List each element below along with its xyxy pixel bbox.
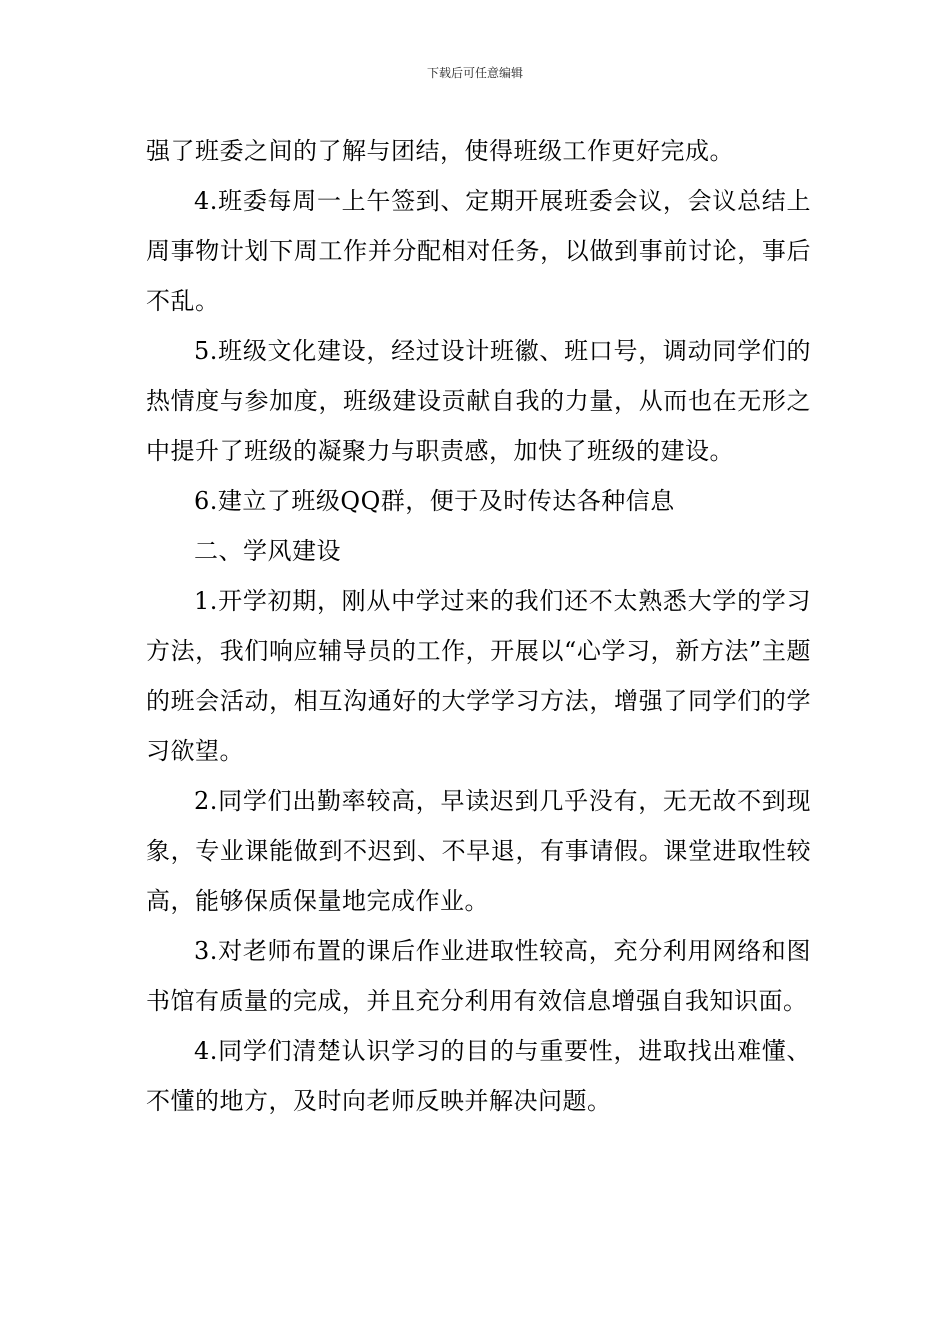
document-body xyxy=(146,126,811,1126)
paragraph-3: 5.班级文化建设，经过设计班徽、班口号，调动同学们的热情度与参加度，班级建设贡献自我的力量，从而也在无形之中提升了班级的凝聚力与职责感，加快了班级的建设。 xyxy=(146,337,811,465)
paragraph-6: 2.同学们出勤率较高，早读迟到几乎没有，无无故不到现象，专业课能做到不迟到、不早退，有事请假。课堂进取性较高，能够保质保量地完成作业。 xyxy=(146,787,811,915)
paragraph-4: 6.建立了班级QQ群，便于及时传达各种信息 xyxy=(194,487,675,515)
paragraph-8: 4.同学们清楚认识学习的目的与重要性，进取找出难懂、不懂的地方，及时向老师反映并解决问题。 xyxy=(146,1037,811,1115)
paragraph-5: 1.开学初期，刚从中学过来的我们还不太熟悉大学的学习方法，我们响应辅导员的工作，开展以“心学习，新方法”主题的班会活动，相互沟通好的大学学习方法，增强了同学们的学习欲望。 xyxy=(146,587,811,765)
page-header: 下载后可任意编辑 xyxy=(426,66,523,80)
paragraph-2: 4.班委每周一上午签到、定期开展班委会议，会议总结上周事物计划下周工作并分配相对任务，以做到事前讨论，事后不乱。 xyxy=(146,187,811,315)
paragraph-7: 3.对老师布置的课后作业进取性较高，充分利用网络和图书馆有质量的完成，并且充分利用有效信息增强自我知识面。 xyxy=(146,937,811,1015)
paragraph-1: 强了班委之间的了解与团结，使得班级工作更好完成。 xyxy=(146,137,734,165)
section-heading: 二、学风建设 xyxy=(194,537,341,565)
